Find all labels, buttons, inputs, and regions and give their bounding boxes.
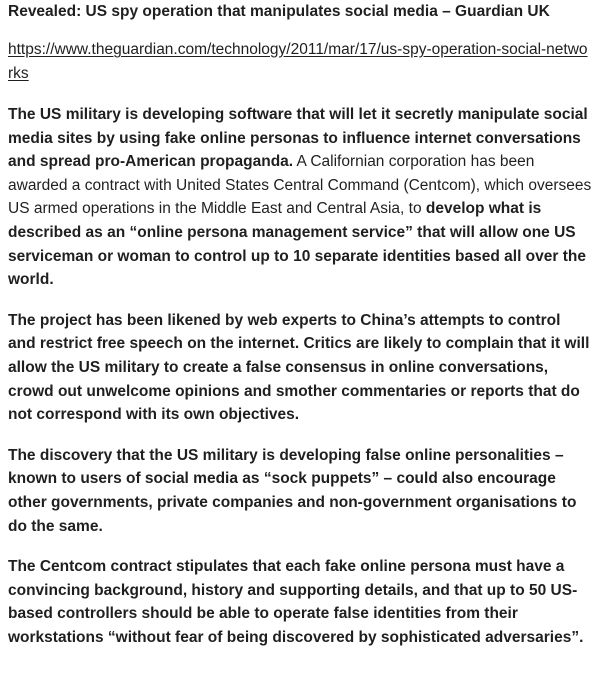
paragraph-2: [8, 309, 592, 427]
source-link-block: [8, 38, 592, 86]
article-title: Revealed: US spy operation that manipulates social media – Guardian UK: [8, 3, 550, 20]
source-link[interactable]: https://www.theguardian.com/technology/2011/mar/17/us-spy-operation-social-networks: [8, 41, 588, 82]
paragraph-3: [8, 444, 592, 538]
paragraph-1: [8, 103, 592, 292]
paragraph-1-segment-1: The US military is developing software that will let it secretly manipulate social media sites by using fake online personas to influence internet conversations and spread pro-American propaganda.: [8, 106, 588, 171]
paragraph-3-segment-1: The discovery that the US military is developing false online personalities – known to users of social media as “sock puppets” – could also encourage other governments, private companies and non-government organisations to do the same.: [8, 446, 577, 535]
paragraph-1-segment-3: develop what is described as an “online persona management service” that will allow one US serviceman or woman to control up to 10 separate identities based all over the world.: [8, 200, 586, 289]
paragraph-1-segment-2: A Californian corporation has been awarded a contract with United States Central Command (Centcom), which oversees US armed operations in the Middle East and Central Asia, to: [8, 153, 592, 218]
paragraph-2-segment-1: The project has been likened by web experts to China’s attempts to control and restrict free speech on the internet. Critics are likely to complain that it will allow the US military to create a false consensus in online conversations, crowd out unwelcome opinions and smother commentaries or reports that do not correspond with its own objectives.: [8, 311, 590, 424]
paragraph-4: [8, 555, 592, 649]
paragraph-4-segment-1: The Centcom contract stipulates that each fake online persona must have a convincing background, history and supporting details, and that up to 50 US-based controllers should be able to operate false identities from their workstations “without fear of being discovered by sophisticated adversaries”.: [8, 558, 584, 646]
